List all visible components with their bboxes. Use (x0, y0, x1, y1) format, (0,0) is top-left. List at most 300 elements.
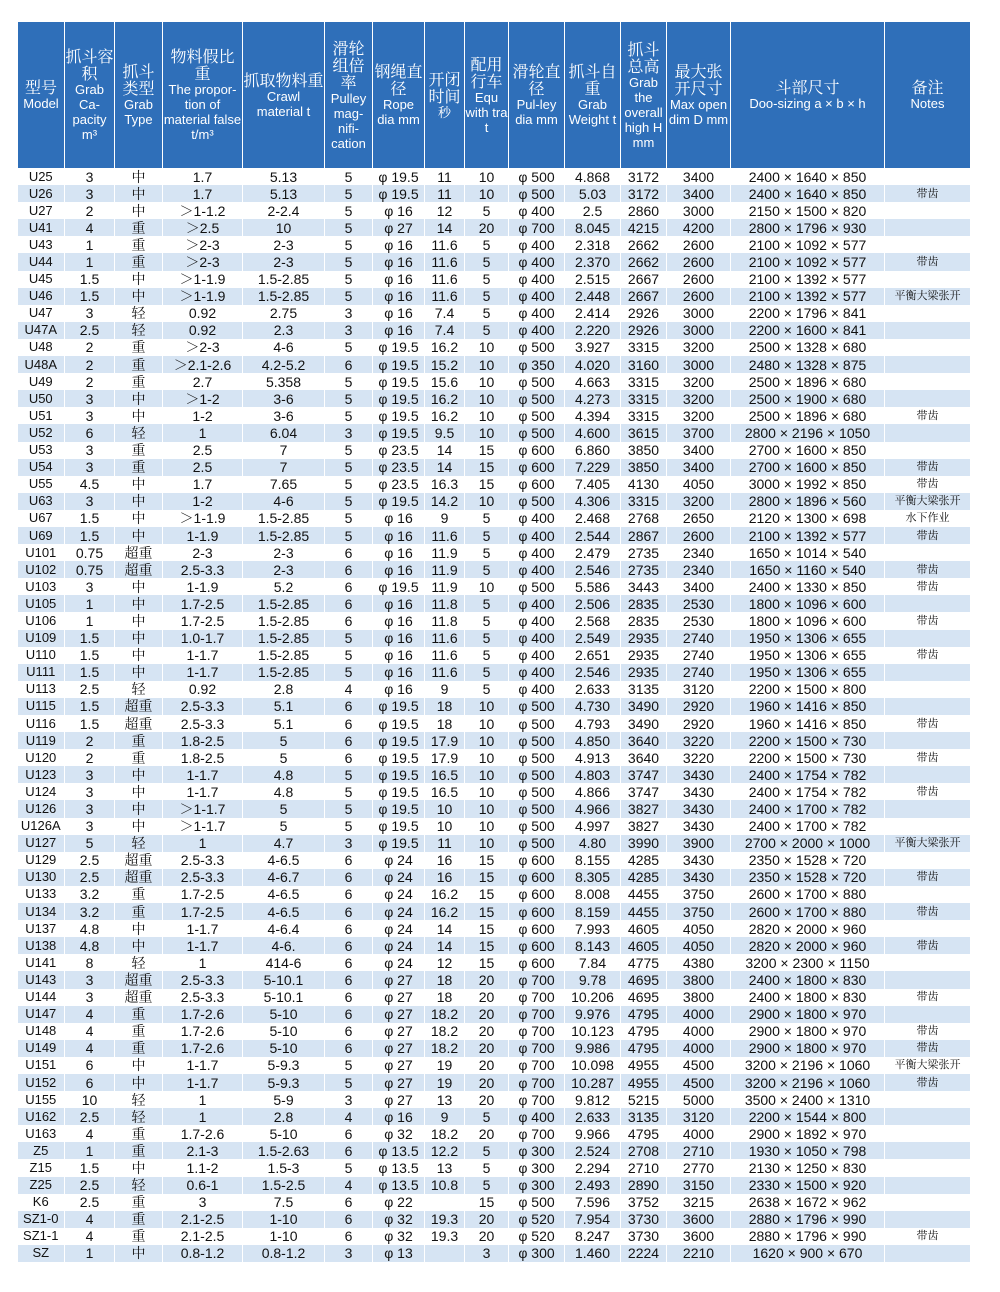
cell-material-weight: 5.13 (243, 185, 325, 202)
cell-note: 带齿 (885, 1023, 971, 1040)
cell-model: U149 (18, 1040, 65, 1057)
cell-capacity: 1.5 (65, 698, 115, 715)
table-row (18, 1194, 971, 1211)
cell-model: U48A (18, 356, 65, 373)
cell-grab-type: 中 (115, 476, 163, 493)
cell-max-open: 2600 (667, 288, 731, 305)
cell-crane-capacity: 5 (465, 664, 509, 681)
cell-grab-weight: 8.159 (565, 903, 621, 920)
cell-open-close-time: 11.6 (425, 253, 465, 270)
cell-pulley-dia: φ 400 (509, 202, 565, 219)
cell-capacity: 3 (65, 578, 115, 595)
cell-pulley-rate: 4 (325, 681, 373, 698)
cell-material-weight: 5.1 (243, 715, 325, 732)
cell-rope-dia: φ 23.5 (373, 459, 425, 476)
cell-capacity: 3 (65, 459, 115, 476)
cell-open-close-time: 16.2 (425, 886, 465, 903)
cell-pulley-rate: 6 (325, 937, 373, 954)
cell-grab-type: 轻 (115, 1108, 163, 1125)
cell-rope-dia: φ 13.5 (373, 1159, 425, 1176)
cell-max-open: 2710 (667, 1142, 731, 1159)
table-row (18, 1142, 971, 1159)
cell-grab-weight: 2.546 (565, 561, 621, 578)
cell-rope-dia: φ 16 (373, 202, 425, 219)
column-header-zh: 滑轮组倍率 (332, 38, 365, 92)
cell-pulley-rate: 6 (325, 715, 373, 732)
cell-grab-type: 重 (115, 749, 163, 766)
cell-grab-type: 重 (115, 1142, 163, 1159)
cell-grab-type: 轻 (115, 681, 163, 698)
cell-material-weight: 5-9 (243, 1091, 325, 1108)
cell-pulley-rate: 5 (325, 407, 373, 424)
cell-max-open: 4000 (667, 1006, 731, 1023)
table-row (18, 527, 971, 544)
cell-note (885, 1108, 971, 1125)
cell-pulley-rate: 6 (325, 1194, 373, 1211)
cell-model: U113 (18, 681, 65, 698)
cell-crane-capacity: 10 (465, 339, 509, 356)
cell-model: U126 (18, 800, 65, 817)
table-row (18, 698, 971, 715)
cell-pulley-rate: 5 (325, 1074, 373, 1091)
cell-bucket-size: 2400 × 1640 × 850 (731, 168, 885, 185)
cell-overall-height: 4455 (621, 886, 667, 903)
cell-rope-dia: φ 24 (373, 937, 425, 954)
table-row (18, 356, 971, 373)
cell-bucket-size: 2200 × 1500 × 730 (731, 732, 885, 749)
cell-open-close-time: 19.3 (425, 1211, 465, 1228)
cell-overall-height: 3752 (621, 1194, 667, 1211)
cell-proportion: 2.5-3.3 (163, 852, 243, 869)
cell-note: 水下作业 (885, 510, 971, 527)
cell-rope-dia: φ 13.5 (373, 1142, 425, 1159)
cell-grab-type: 重 (115, 1023, 163, 1040)
column-header (65, 22, 115, 168)
cell-pulley-dia: φ 500 (509, 1194, 565, 1211)
cell-pulley-dia: φ 400 (509, 664, 565, 681)
cell-capacity: 1 (65, 236, 115, 253)
cell-open-close-time: 13 (425, 1091, 465, 1108)
cell-grab-weight: 9.966 (565, 1125, 621, 1142)
cell-model: Z15 (18, 1159, 65, 1176)
cell-grab-weight: 4.394 (565, 407, 621, 424)
cell-pulley-dia: φ 400 (509, 322, 565, 339)
table-row (18, 305, 971, 322)
cell-overall-height: 3850 (621, 442, 667, 459)
table-row (18, 954, 971, 971)
cell-material-weight: 5-10.1 (243, 989, 325, 1006)
cell-open-close-time: 18.2 (425, 1023, 465, 1040)
cell-note: 平衡大梁张开 (885, 288, 971, 305)
cell-proportion: 3 (163, 1194, 243, 1211)
cell-grab-weight: 2.318 (565, 236, 621, 253)
cell-bucket-size: 2400 × 1754 × 782 (731, 766, 885, 783)
cell-crane-capacity: 20 (465, 1211, 509, 1228)
cell-material-weight: 7 (243, 459, 325, 476)
cell-overall-height: 2667 (621, 288, 667, 305)
cell-material-weight: 0.8-1.2 (243, 1245, 325, 1262)
table-body (18, 168, 971, 1262)
cell-note: 带齿 (885, 989, 971, 1006)
cell-pulley-dia: φ 700 (509, 1125, 565, 1142)
cell-crane-capacity: 10 (465, 715, 509, 732)
cell-bucket-size: 2900 × 1892 × 970 (731, 1125, 885, 1142)
cell-pulley-dia: φ 400 (509, 647, 565, 664)
cell-overall-height: 2926 (621, 322, 667, 339)
cell-pulley-dia: φ 400 (509, 527, 565, 544)
cell-open-close-time: 18 (425, 698, 465, 715)
cell-rope-dia: φ 16 (373, 1108, 425, 1125)
cell-bucket-size: 2400 × 1330 × 850 (731, 578, 885, 595)
cell-open-close-time: 19.3 (425, 1228, 465, 1245)
cell-grab-type: 超重 (115, 698, 163, 715)
column-header (115, 22, 163, 168)
column-header-en: Pul-ley dia mm (515, 97, 558, 127)
cell-pulley-dia: φ 300 (509, 1159, 565, 1176)
cell-open-close-time: 16.5 (425, 766, 465, 783)
cell-rope-dia: φ 19.5 (373, 783, 425, 800)
cell-open-close-time: 14 (425, 442, 465, 459)
cell-note: 带齿 (885, 903, 971, 920)
cell-overall-height: 2735 (621, 544, 667, 561)
column-header (509, 22, 565, 168)
cell-capacity: 4 (65, 1211, 115, 1228)
cell-bucket-size: 2100 × 1392 × 577 (731, 288, 885, 305)
cell-crane-capacity: 20 (465, 1074, 509, 1091)
cell-max-open: 2740 (667, 647, 731, 664)
cell-rope-dia: φ 16 (373, 271, 425, 288)
cell-note: 平衡大梁张开 (885, 493, 971, 510)
cell-grab-weight: 4.306 (565, 493, 621, 510)
cell-model: SZ (18, 1245, 65, 1262)
cell-grab-type: 超重 (115, 852, 163, 869)
cell-note: 带齿 (885, 1074, 971, 1091)
cell-note: 平衡大梁张开 (885, 835, 971, 852)
cell-grab-type: 重 (115, 1228, 163, 1245)
cell-crane-capacity: 15 (465, 1194, 509, 1211)
cell-grab-type: 超重 (115, 989, 163, 1006)
cell-max-open: 3150 (667, 1177, 731, 1194)
cell-proportion: 0.92 (163, 305, 243, 322)
cell-pulley-rate: 6 (325, 1023, 373, 1040)
cell-material-weight: 5.358 (243, 373, 325, 390)
cell-proportion: 1.8-2.5 (163, 732, 243, 749)
cell-model: U54 (18, 459, 65, 476)
cell-proportion: 1.8-2.5 (163, 749, 243, 766)
cell-capacity: 2 (65, 373, 115, 390)
cell-bucket-size: 2500 × 1900 × 680 (731, 390, 885, 407)
cell-overall-height: 2867 (621, 527, 667, 544)
cell-note: 带齿 (885, 459, 971, 476)
cell-bucket-size: 1620 × 900 × 670 (731, 1245, 885, 1262)
cell-crane-capacity: 3 (465, 1245, 509, 1262)
cell-pulley-dia: φ 400 (509, 595, 565, 612)
cell-max-open: 3750 (667, 886, 731, 903)
cell-crane-capacity: 15 (465, 903, 509, 920)
cell-bucket-size: 2200 × 1544 × 800 (731, 1108, 885, 1125)
cell-material-weight: 4-6.5 (243, 903, 325, 920)
cell-overall-height: 2662 (621, 236, 667, 253)
cell-proportion: 1 (163, 954, 243, 971)
cell-material-weight: 1-10 (243, 1228, 325, 1245)
cell-grab-weight: 8.247 (565, 1228, 621, 1245)
cell-overall-height: 3443 (621, 578, 667, 595)
cell-pulley-dia: φ 400 (509, 630, 565, 647)
cell-capacity: 1.5 (65, 647, 115, 664)
cell-material-weight: 5-10 (243, 1125, 325, 1142)
cell-bucket-size: 3500 × 2400 × 1310 (731, 1091, 885, 1108)
cell-model: U44 (18, 253, 65, 270)
cell-open-close-time: 14 (425, 937, 465, 954)
cell-pulley-dia: φ 400 (509, 271, 565, 288)
cell-max-open: 3400 (667, 442, 731, 459)
cell-grab-type: 中 (115, 766, 163, 783)
cell-open-close-time: 9.5 (425, 424, 465, 441)
cell-bucket-size: 2820 × 2000 × 960 (731, 920, 885, 937)
table-row (18, 493, 971, 510)
cell-grab-type: 重 (115, 373, 163, 390)
cell-pulley-rate: 6 (325, 1228, 373, 1245)
table-row (18, 1211, 971, 1228)
cell-material-weight: 4.7 (243, 835, 325, 852)
cell-rope-dia: φ 23.5 (373, 442, 425, 459)
cell-model: U48 (18, 339, 65, 356)
cell-overall-height: 4455 (621, 903, 667, 920)
cell-open-close-time (425, 1245, 465, 1262)
cell-pulley-dia: φ 500 (509, 339, 565, 356)
cell-pulley-rate: 5 (325, 1159, 373, 1176)
cell-capacity: 3 (65, 493, 115, 510)
cell-note (885, 630, 971, 647)
cell-rope-dia: φ 19.5 (373, 749, 425, 766)
table-row (18, 1125, 971, 1142)
column-header (373, 22, 425, 168)
cell-pulley-rate: 6 (325, 595, 373, 612)
cell-grab-type: 中 (115, 783, 163, 800)
cell-open-close-time: 16.2 (425, 339, 465, 356)
column-header (18, 22, 65, 168)
cell-model: U144 (18, 989, 65, 1006)
cell-capacity: 6 (65, 424, 115, 441)
cell-overall-height: 2710 (621, 1159, 667, 1176)
table-row (18, 185, 971, 202)
cell-pulley-dia: φ 400 (509, 544, 565, 561)
cell-overall-height: 3990 (621, 835, 667, 852)
cell-open-close-time: 11.6 (425, 527, 465, 544)
cell-crane-capacity: 5 (465, 288, 509, 305)
table-row (18, 647, 971, 664)
cell-grab-weight: 6.860 (565, 442, 621, 459)
cell-open-close-time: 15.2 (425, 356, 465, 373)
cell-bucket-size: 2100 × 1092 × 577 (731, 253, 885, 270)
cell-grab-type: 重 (115, 1211, 163, 1228)
cell-note (885, 356, 971, 373)
cell-bucket-size: 1960 × 1416 × 850 (731, 715, 885, 732)
cell-note (885, 766, 971, 783)
cell-grab-weight: 7.405 (565, 476, 621, 493)
cell-overall-height: 4795 (621, 1040, 667, 1057)
table-row (18, 236, 971, 253)
cell-grab-weight: 10.206 (565, 989, 621, 1006)
cell-grab-weight: 2.633 (565, 681, 621, 698)
cell-max-open: 3430 (667, 766, 731, 783)
cell-rope-dia: φ 16 (373, 630, 425, 647)
cell-rope-dia: φ 16 (373, 544, 425, 561)
table-row (18, 578, 971, 595)
cell-pulley-dia: φ 600 (509, 920, 565, 937)
cell-max-open: 4500 (667, 1057, 731, 1074)
cell-crane-capacity: 15 (465, 459, 509, 476)
cell-material-weight: 5.13 (243, 168, 325, 185)
cell-grab-type: 轻 (115, 322, 163, 339)
cell-grab-type: 重 (115, 253, 163, 270)
column-header-zh: 滑轮直径 (512, 62, 561, 98)
cell-grab-weight: 4.600 (565, 424, 621, 441)
cell-max-open: 3400 (667, 459, 731, 476)
cell-grab-type: 重 (115, 442, 163, 459)
cell-pulley-dia: φ 700 (509, 219, 565, 236)
cell-note: 带齿 (885, 1040, 971, 1057)
cell-max-open: 3000 (667, 202, 731, 219)
table-row (18, 1023, 971, 1040)
cell-pulley-rate: 5 (325, 1057, 373, 1074)
cell-capacity: 3.2 (65, 903, 115, 920)
cell-capacity: 3 (65, 407, 115, 424)
cell-grab-weight: 2.633 (565, 1108, 621, 1125)
cell-pulley-rate: 6 (325, 852, 373, 869)
column-header-en: Model (23, 96, 59, 111)
cell-grab-type: 轻 (115, 1091, 163, 1108)
cell-grab-weight: 4.868 (565, 168, 621, 185)
cell-model: U105 (18, 595, 65, 612)
cell-note (885, 271, 971, 288)
cell-open-close-time: 11.6 (425, 647, 465, 664)
cell-material-weight: 1.5-2.85 (243, 288, 325, 305)
table-row (18, 390, 971, 407)
cell-rope-dia: φ 16 (373, 664, 425, 681)
cell-material-weight: 1.5-2.63 (243, 1142, 325, 1159)
cell-capacity: 3 (65, 442, 115, 459)
cell-open-close-time: 16 (425, 869, 465, 886)
cell-material-weight: 2-3 (243, 544, 325, 561)
cell-pulley-rate: 5 (325, 390, 373, 407)
cell-grab-type: 中 (115, 647, 163, 664)
cell-proportion: 2.5-3.3 (163, 715, 243, 732)
cell-rope-dia: φ 32 (373, 1211, 425, 1228)
cell-material-weight: 4-6. (243, 937, 325, 954)
cell-crane-capacity: 15 (465, 920, 509, 937)
cell-proportion: ＞1-1.7 (163, 818, 243, 835)
cell-grab-weight: 4.730 (565, 698, 621, 715)
cell-proportion: 0.92 (163, 322, 243, 339)
cell-bucket-size: 2700 × 2000 × 1000 (731, 835, 885, 852)
cell-max-open: 2210 (667, 1245, 731, 1262)
cell-max-open: 3400 (667, 578, 731, 595)
cell-grab-type: 中 (115, 612, 163, 629)
cell-proportion: ＞1-1.2 (163, 202, 243, 219)
cell-model: U162 (18, 1108, 65, 1125)
cell-model: U143 (18, 971, 65, 988)
cell-crane-capacity: 5 (465, 510, 509, 527)
cell-model: U126A (18, 818, 65, 835)
cell-max-open: 2920 (667, 715, 731, 732)
cell-note (885, 1245, 971, 1262)
cell-pulley-dia: φ 500 (509, 835, 565, 852)
cell-note: 带齿 (885, 749, 971, 766)
table-row (18, 561, 971, 578)
cell-pulley-dia: φ 500 (509, 783, 565, 800)
cell-proportion: 1-2 (163, 493, 243, 510)
cell-grab-weight: 2.479 (565, 544, 621, 561)
cell-model: U130 (18, 869, 65, 886)
cell-material-weight: 4-6.5 (243, 886, 325, 903)
cell-material-weight: 4-6 (243, 339, 325, 356)
cell-proportion: 1-1.7 (163, 766, 243, 783)
cell-max-open: 3200 (667, 373, 731, 390)
cell-max-open: 2600 (667, 236, 731, 253)
cell-capacity: 10 (65, 1091, 115, 1108)
column-header-zh: 最大张开尺寸 (674, 62, 723, 98)
cell-pulley-rate: 6 (325, 886, 373, 903)
cell-open-close-time: 16.3 (425, 476, 465, 493)
table-row (18, 544, 971, 561)
cell-rope-dia: φ 19.5 (373, 766, 425, 783)
cell-material-weight: 2.8 (243, 681, 325, 698)
cell-pulley-rate: 6 (325, 869, 373, 886)
cell-material-weight: 1.5-2.85 (243, 510, 325, 527)
cell-grab-type: 中 (115, 937, 163, 954)
cell-rope-dia: φ 19.5 (373, 424, 425, 441)
cell-proportion: ＞2.5 (163, 219, 243, 236)
table-row (18, 1159, 971, 1176)
cell-pulley-dia: φ 400 (509, 253, 565, 270)
cell-overall-height: 4695 (621, 971, 667, 988)
cell-pulley-dia: φ 600 (509, 937, 565, 954)
cell-pulley-dia: φ 500 (509, 373, 565, 390)
cell-crane-capacity: 10 (465, 783, 509, 800)
column-header-en: The propor-tion of material false t/m³ (163, 82, 242, 142)
cell-open-close-time: 12 (425, 202, 465, 219)
table-row (18, 920, 971, 937)
cell-rope-dia: φ 27 (373, 1074, 425, 1091)
cell-grab-weight: 1.460 (565, 1245, 621, 1262)
cell-open-close-time: 12 (425, 954, 465, 971)
cell-bucket-size: 2200 × 1500 × 800 (731, 681, 885, 698)
cell-rope-dia: φ 24 (373, 954, 425, 971)
cell-material-weight: 5 (243, 749, 325, 766)
cell-crane-capacity: 20 (465, 1040, 509, 1057)
cell-rope-dia: φ 19.5 (373, 185, 425, 202)
cell-rope-dia: φ 16 (373, 647, 425, 664)
cell-pulley-dia: φ 600 (509, 442, 565, 459)
cell-pulley-dia: φ 400 (509, 236, 565, 253)
cell-open-close-time: 16.2 (425, 903, 465, 920)
cell-model: U137 (18, 920, 65, 937)
cell-model: U155 (18, 1091, 65, 1108)
cell-bucket-size: 2500 × 1896 × 680 (731, 407, 885, 424)
cell-proportion: 1.7-2.6 (163, 1040, 243, 1057)
cell-note (885, 1091, 971, 1108)
cell-rope-dia: φ 19.5 (373, 800, 425, 817)
cell-rope-dia: φ 16 (373, 305, 425, 322)
cell-overall-height: 2662 (621, 253, 667, 270)
cell-grab-weight: 2.370 (565, 253, 621, 270)
cell-pulley-rate: 3 (325, 1091, 373, 1108)
cell-crane-capacity: 20 (465, 219, 509, 236)
cell-proportion: 2.5-3.3 (163, 698, 243, 715)
cell-note (885, 818, 971, 835)
cell-open-close-time: 14 (425, 219, 465, 236)
